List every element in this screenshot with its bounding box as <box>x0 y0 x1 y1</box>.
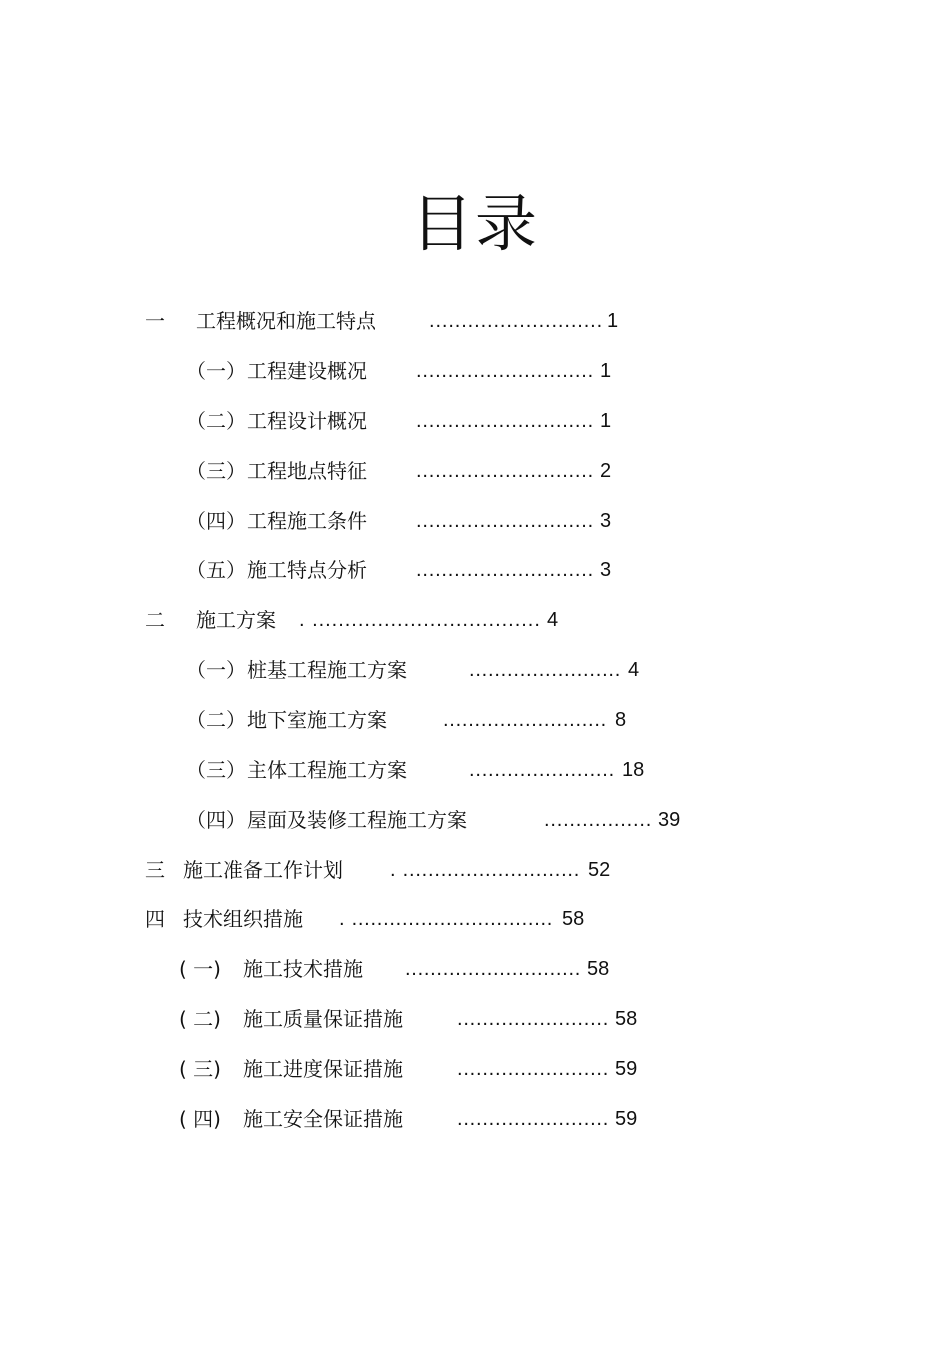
toc-entry-page: 1 <box>600 410 612 432</box>
toc-entry-page: 1 <box>600 360 612 382</box>
toc-entry[interactable] <box>0 356 950 386</box>
toc-entry-page: 58 <box>562 908 585 930</box>
toc-entry-page: 18 <box>622 759 645 781</box>
toc-entry[interactable] <box>0 506 950 536</box>
toc-entry-number: ( 二) <box>179 1007 221 1031</box>
toc-entry-number: （一） <box>186 658 246 682</box>
toc-entry-page: 2 <box>600 460 612 482</box>
toc-entry-dots: ............................ <box>405 958 582 980</box>
toc-entry-page: 52 <box>588 859 611 881</box>
toc-entry[interactable] <box>0 1054 950 1084</box>
toc-entry-page: 4 <box>547 609 559 631</box>
toc-entry-label: 屋面及装修工程施工方案 <box>247 808 467 832</box>
toc-entry-label: 主体工程施工方案 <box>247 758 407 782</box>
toc-entry-dots: ........................... <box>429 310 604 332</box>
toc-entry-number: （四） <box>186 509 246 533</box>
toc-entry-number: ( 三) <box>179 1057 221 1081</box>
toc-entry-dots: ........................ <box>457 1008 610 1030</box>
toc-entry-label: 施工准备工作计划 <box>183 858 343 882</box>
toc-entry-page: 58 <box>615 1008 638 1030</box>
toc-entry-label: 工程地点特征 <box>247 459 367 483</box>
toc-entry-label: 施工安全保证措施 <box>243 1107 403 1131</box>
toc-entry-dots: ............................ <box>416 559 594 581</box>
toc-entry-dots: . ............................ <box>390 859 581 881</box>
toc-entry-label: 工程设计概况 <box>247 409 367 433</box>
toc-entry-label: 技术组织措施 <box>183 907 303 931</box>
toc-entry-dots: ........................ <box>469 659 622 681</box>
toc-entry-number: ( 一) <box>179 957 221 981</box>
toc-entry-dots: ............................ <box>416 460 594 482</box>
toc-entry-label: 工程建设概况 <box>247 359 367 383</box>
toc-entry[interactable] <box>0 306 950 336</box>
toc-entry-dots: ............................ <box>416 360 594 382</box>
toc-entry-dots: ........................ <box>457 1108 610 1130</box>
toc-entry[interactable] <box>0 904 950 934</box>
toc-entry-number: （五） <box>186 558 246 582</box>
toc-entry-dots: ............................ <box>416 410 594 432</box>
toc-entry[interactable] <box>0 805 950 835</box>
toc-entry-page: 59 <box>615 1108 638 1130</box>
toc-entry-number: （一） <box>186 359 246 383</box>
toc-entry-number: 三 <box>145 858 165 882</box>
toc-entry-dots: ............................ <box>416 510 594 532</box>
toc-entry[interactable] <box>0 1004 950 1034</box>
toc-entry-label: 施工方案 <box>196 608 276 632</box>
toc-entry[interactable] <box>0 456 950 486</box>
toc-entry-number: 四 <box>145 907 165 931</box>
toc-entry[interactable] <box>0 954 950 984</box>
toc-entry-page: 4 <box>628 659 640 681</box>
toc-entry-page: 39 <box>658 809 681 831</box>
toc-entry-dots: ....................... <box>469 759 615 781</box>
toc-entry-page: 1 <box>607 310 619 332</box>
toc-entry[interactable] <box>0 655 950 685</box>
toc-entry-page: 3 <box>600 559 612 581</box>
toc-entry[interactable] <box>0 1104 950 1134</box>
toc-entry-page: 59 <box>615 1058 638 1080</box>
toc-entry[interactable] <box>0 705 950 735</box>
toc-entry-page: 8 <box>615 709 627 731</box>
toc-entry-number: 一 <box>145 309 165 333</box>
toc-entry-number: （二） <box>186 708 246 732</box>
toc-entry-number: （二） <box>186 409 246 433</box>
toc-entry-label: 施工技术措施 <box>243 957 363 981</box>
toc-entry-number: （三） <box>186 758 246 782</box>
toc-entry-number: ( 四) <box>179 1107 221 1131</box>
toc-entry-label: 施工特点分析 <box>247 558 367 582</box>
toc-entry-dots: ................. <box>544 809 653 831</box>
toc-entry-number: （四） <box>186 808 246 832</box>
toc-entry-number: 二 <box>145 608 165 632</box>
toc-entry-label: 工程施工条件 <box>247 509 367 533</box>
page-title: 目录 <box>410 187 539 260</box>
toc-entry[interactable] <box>0 855 950 885</box>
toc-entry[interactable] <box>0 555 950 585</box>
toc-entry-dots: . ................................... <box>299 609 541 631</box>
toc-entry-label: 地下室施工方案 <box>247 708 387 732</box>
toc-entry-page: 58 <box>587 958 610 980</box>
toc-entry-label: 桩基工程施工方案 <box>247 658 407 682</box>
toc-entry[interactable] <box>0 605 950 635</box>
toc-entry-dots: . ................................ <box>339 908 554 930</box>
toc-entry-dots: .......................... <box>443 709 607 731</box>
toc-entry-dots: ........................ <box>457 1058 610 1080</box>
toc-entry[interactable] <box>0 755 950 785</box>
toc-entry[interactable] <box>0 406 950 436</box>
toc-entry-label: 工程概况和施工特点 <box>196 309 376 333</box>
toc-entry-number: （三） <box>186 459 246 483</box>
toc-entry-label: 施工进度保证措施 <box>243 1057 403 1081</box>
toc-entry-page: 3 <box>600 510 612 532</box>
toc-entry-label: 施工质量保证措施 <box>243 1007 403 1031</box>
